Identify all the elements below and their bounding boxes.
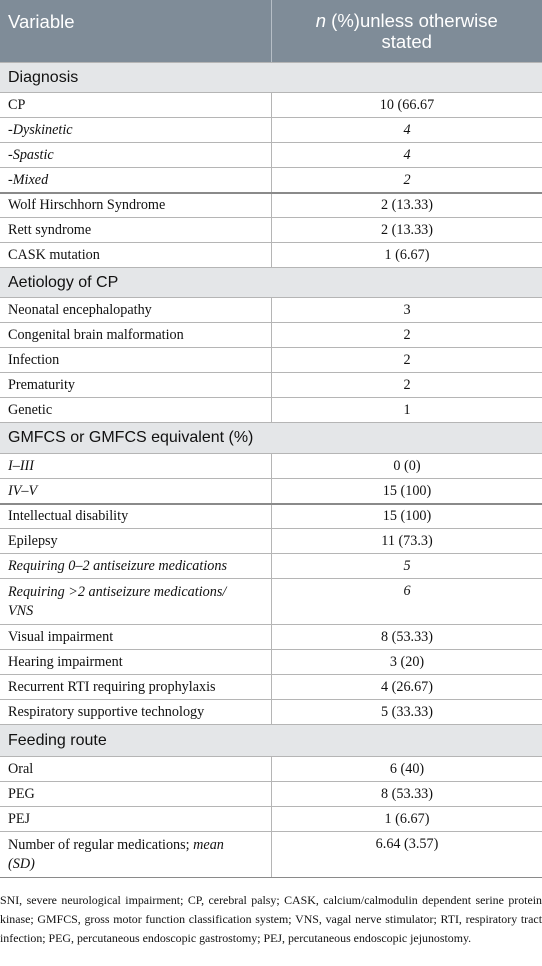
table-row	[0, 831, 542, 877]
row-label: IV–V	[8, 482, 38, 499]
header-n: n	[315, 10, 327, 31]
row-value: 4	[271, 118, 542, 142]
row-value: 11 (73.3)	[271, 529, 542, 553]
row-value: 4	[271, 143, 542, 167]
table-row	[0, 397, 542, 422]
section-feeding: Feeding route	[0, 724, 542, 756]
table-row	[0, 674, 542, 699]
row-label-line1: Number of regular medications;	[8, 836, 194, 853]
table-row	[0, 92, 542, 117]
row-value: 10 (66.67	[271, 93, 542, 117]
row-value: 2 (13.33)	[271, 218, 542, 242]
row-value: 2 (13.33)	[271, 194, 542, 217]
row-value: 5	[271, 554, 542, 578]
table-row	[0, 167, 542, 192]
row-label-mean: mean	[193, 836, 224, 853]
row-value: 6	[271, 579, 542, 624]
row-label: Visual impairment	[8, 628, 114, 645]
header-variable: Variable	[8, 11, 75, 32]
row-value: 15 (100)	[271, 505, 542, 528]
table-row	[0, 242, 542, 267]
row-label: -Mixed	[8, 171, 49, 188]
row-value: 5 (33.33)	[271, 700, 542, 724]
row-label: -Dyskinetic	[8, 121, 73, 138]
row-value: 8 (53.33)	[271, 625, 542, 649]
table-row	[0, 297, 542, 322]
row-label: Intellectual disability	[8, 508, 129, 524]
section-diagnosis: Diagnosis	[0, 62, 542, 92]
table-row	[0, 553, 542, 578]
table-row	[0, 322, 542, 347]
row-value: 15 (100)	[271, 479, 542, 503]
table-row	[0, 578, 542, 624]
table-row	[0, 781, 542, 806]
row-label: Neonatal encephalopathy	[8, 301, 152, 318]
table-row	[0, 217, 542, 242]
row-label: CP	[8, 96, 26, 113]
table-row	[0, 117, 542, 142]
table-bottom-rule	[0, 877, 542, 878]
row-label-line2: (SD)	[8, 855, 35, 872]
header-stated: stated	[381, 31, 432, 52]
row-value: 0 (0)	[271, 454, 542, 478]
header-pct: (%)unless otherwise	[326, 10, 498, 31]
row-label: Hearing impairment	[8, 653, 123, 670]
row-value: 3	[271, 298, 542, 322]
table-row	[0, 699, 542, 724]
row-label: CASK mutation	[8, 246, 100, 263]
header-value	[271, 0, 542, 62]
row-label-line1: Requiring >2 antiseizure medications/	[8, 583, 227, 600]
row-label: Prematurity	[8, 376, 75, 393]
table-row	[0, 453, 542, 478]
row-label: Oral	[8, 760, 34, 777]
row-label: Genetic	[8, 401, 53, 418]
table-footnote: SNI, severe neurological impairment; CP, cerebral palsy; CASK, calcium/calmodulin dependent serine protein kinase; GMFCS, gross motor function classification system; VNS, vagal nerve stimulator; RTI, respiratory tract infection; PEG, percutaneous endoscopic gastrostomy; PEJ, percutaneous endoscopic jejunostomy.	[0, 893, 542, 945]
row-value: 2	[271, 348, 542, 372]
row-label: Rett syndrome	[8, 221, 92, 238]
row-value: 8 (53.33)	[271, 782, 542, 806]
row-value: 2	[271, 373, 542, 397]
table-row	[0, 503, 542, 528]
row-value: 1	[271, 398, 542, 422]
table-row	[0, 372, 542, 397]
table-row	[0, 528, 542, 553]
row-value: 6 (40)	[271, 757, 542, 781]
row-label: Epilepsy	[8, 532, 58, 549]
row-label: I–III	[8, 457, 34, 474]
row-label: PEG	[8, 785, 35, 802]
table-row	[0, 192, 542, 217]
row-label: Infection	[8, 351, 60, 368]
table-header	[0, 0, 542, 62]
row-label: -Spastic	[8, 146, 54, 163]
row-label	[0, 836, 271, 874]
row-value: 2	[271, 168, 542, 192]
table-row	[0, 624, 542, 649]
table-row	[0, 649, 542, 674]
row-value: 6.64 (3.57)	[271, 832, 542, 877]
row-label: Congenital brain malformation	[8, 326, 184, 343]
row-value: 1 (6.67)	[271, 243, 542, 267]
row-label	[0, 583, 271, 621]
section-aetiology: Aetiology of CP	[0, 267, 542, 297]
row-value: 2	[271, 323, 542, 347]
row-label: Respiratory supportive technology	[8, 703, 205, 720]
row-label: PEJ	[8, 810, 31, 827]
section-gmfcs: GMFCS or GMFCS equivalent (%)	[0, 422, 542, 453]
row-label: Requiring 0–2 antiseizure medications	[8, 557, 227, 574]
table-row	[0, 756, 542, 781]
row-value: 3 (20)	[271, 650, 542, 674]
table-row	[0, 347, 542, 372]
row-value: 1 (6.67)	[271, 807, 542, 831]
table-row	[0, 806, 542, 831]
row-label: Wolf Hirschhorn Syndrome	[8, 197, 166, 213]
row-label: Recurrent RTI requiring prophylaxis	[8, 678, 216, 695]
table-row	[0, 478, 542, 503]
row-value: 4 (26.67)	[271, 675, 542, 699]
row-label-line2: VNS	[8, 602, 34, 619]
table-row	[0, 142, 542, 167]
